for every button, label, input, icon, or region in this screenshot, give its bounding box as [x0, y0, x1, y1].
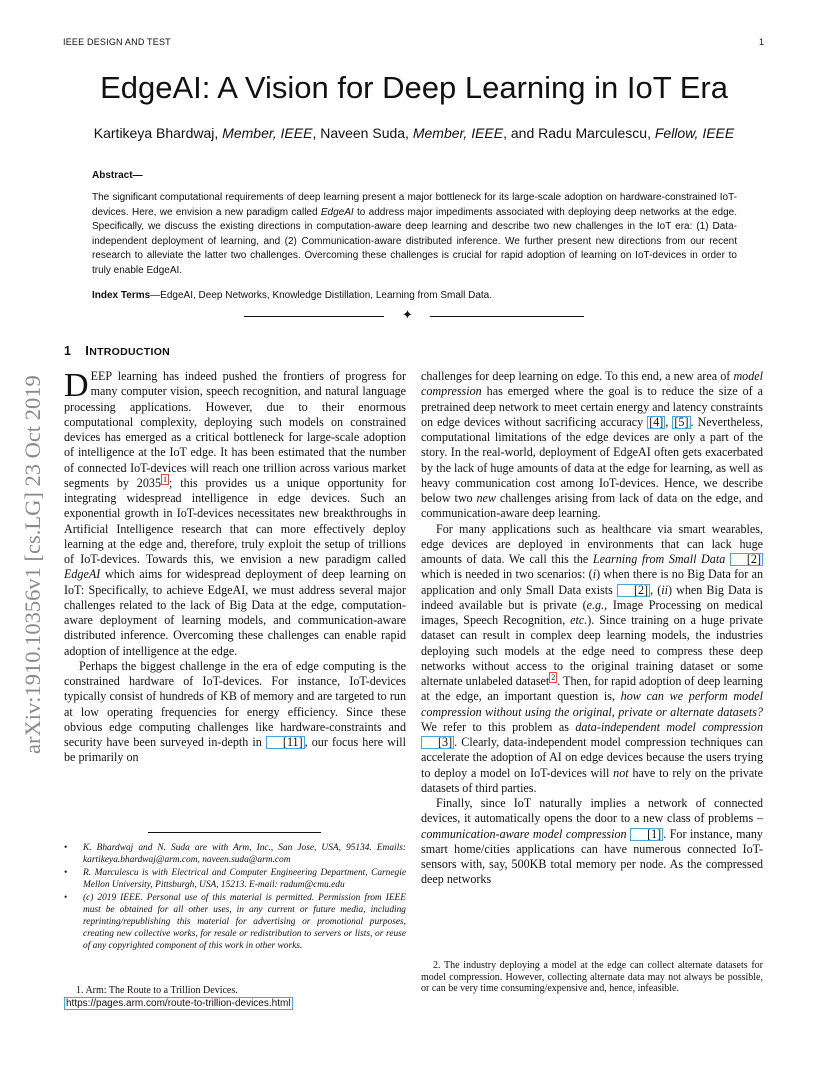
emphasis: ii	[661, 582, 668, 597]
abstract-part-1: The significant computational requirements of deep learning present a major bottleneck for its large-scale adoption on hardware-constrained IoT-devices. Here, we envision a new paradigm called	[92, 192, 737, 218]
emphasis: model compression	[421, 369, 763, 399]
citation-link[interactable]: [3]	[421, 736, 454, 749]
text-span: ,	[665, 414, 673, 429]
text-span: For many applications such as healthcare via smart wearables, edge devices are deployed in environments that can lack huge amounts of data. We call this the	[421, 521, 763, 566]
text-span: ) when Big Data is indeed available but is private (	[421, 582, 764, 612]
emphasis: Learning from Small Data	[592, 552, 726, 566]
emphasis: EdgeAI	[64, 567, 101, 582]
footnote-1-text: 1. Arm: The Route to a Trillion Devices.	[76, 985, 238, 996]
text-span: have to rely on the private datasets of third parties.	[421, 765, 764, 795]
citation-link[interactable]: [11]	[266, 736, 305, 749]
page-number: 1	[758, 37, 764, 47]
emphasis: new	[476, 491, 496, 505]
text-span: ). Since training on a huge private dataset can result in complex deep learning models, the industries deploying such models at the edge need to compress these deep networks without access to the original training dataset or some alternate unlabeled dataset	[421, 613, 763, 689]
text-span: learning has indeed pushed the frontiers of progress for many computer vision, speech recognition, and natural language processing applications. However, due to their enormous computational complexity, deploying such models on constrained devices has emerged as a critical bottleneck for large-scale adoption of intelligence at the IoT edge. It has been estimated that the number of connected IoT-devices will reach one trillion across various market segments by 2035	[64, 369, 406, 490]
author-3-role: Fellow, IEEE	[654, 125, 735, 141]
text-span: which aims for widespread deployment of deep learning on IoT: Specifically, to achieve EdgeAI, we must address several major challenges related to the lack of Big Data at the edge, computation-aware deployment of learning models, and communication-aware distributed inference. Overcoming these challenges can enable rapid adoption of intelligence at the edge.	[64, 567, 406, 658]
paper-title: EdgeAI: A Vision for Deep Learning in IoT Era	[100, 70, 728, 105]
text-span: We refer to this problem as	[421, 719, 576, 734]
author-1: Kartikeya Bhardwaj,	[93, 125, 223, 141]
left-paragraph-2	[64, 659, 406, 766]
text-span: . Then, for rapid adoption of deep learning at the edge, an important question is,	[421, 674, 763, 704]
emphasis: how can we perform model compression without using the original, private or alternate datasets?	[421, 689, 763, 719]
footnote-rule	[148, 832, 321, 833]
text-span: Perhaps the biggest challenge in the era of edge computing is the constrained hardware of IoT-devices. For instance, IoT-devices typically consist of hundreds of KB of memory and are targeted to run at low operating frequencies for energy efficiency. Since these obvious edge computing challenges like hardware-constraints and security have been surveyed in-depth in	[64, 658, 406, 750]
author-3: , and Radu Marculescu,	[503, 125, 655, 141]
index-terms-text: —EdgeAI, Deep Networks, Knowledge Distillation, Learning from Small Data.	[150, 290, 492, 301]
abstract-part-2: to address major impediments associated with deploying deep networks at the edge. Specifically, we discuss the existing directions in computation-aware deep learning and describe two new challenges in the IoT era: (1) Data-independent deployment of learning, and (2) Communication-aware distributed inference. We further present new directions from our recent research to alleviate the latter two challenges. Overcoming these challenges is crucial for rapid adoption of learning on IoT-devices in order to truly enable EdgeAI.	[92, 206, 737, 276]
bullet-icon: •	[64, 893, 68, 903]
author-2-role: Member, IEEE	[412, 125, 504, 141]
citation-link[interactable]: [1]	[630, 828, 663, 841]
text-span: . Clearly, data-independent model compression techniques can accelerate the adoption of AI on edge devices because the users trying to deploy a model on IoT-devices will	[421, 735, 763, 780]
right-paragraph-3	[421, 796, 763, 888]
footnote-marker-2[interactable]: 2	[551, 673, 556, 682]
citation-link[interactable]: [5]	[674, 414, 689, 429]
left-paragraph-1	[64, 369, 406, 659]
abstract-label: Abstract—	[92, 170, 143, 181]
citation-link[interactable]: [2]	[617, 584, 650, 597]
affiliation-notes	[64, 842, 406, 953]
abstract-emphasis: EdgeAI	[320, 206, 354, 218]
left-column	[64, 369, 406, 766]
right-column	[421, 369, 763, 888]
index-terms-label: Index Terms	[92, 290, 151, 301]
affiliation-text: K. Bhardwaj and N. Suda are with Arm, Inc., San Jose, USA, 95134. Emails: kartikeya.bhardwaj@arm.com, naveen.suda@arm.com	[83, 843, 406, 865]
emphasis: not	[613, 765, 629, 780]
separator-rule-left	[244, 316, 384, 317]
affiliation-item	[64, 867, 406, 891]
separator-rule-right	[430, 316, 584, 317]
right-paragraph-1	[421, 369, 763, 522]
dropcap: D	[64, 367, 89, 404]
index-terms	[92, 290, 737, 301]
dropcap-smallcaps: EEP	[90, 369, 113, 383]
text-span: . Nevertheless, computational limitations of the edge devices are only a part of the story. In the real-world, deployment of EdgeAI often gets exacerbated by the lack of huge amounts of data at the edge for learning, as well as heavy communication cost among IoT-devices. Hence, we describe below two	[421, 414, 764, 505]
text-span: , Image Processing on medical images, Speech Recognition,	[421, 597, 763, 627]
footnote-1-link[interactable]: https://pages.arm.com/route-to-trillion-devices.html	[66, 997, 291, 1009]
emphasis: etc.	[570, 613, 588, 627]
abstract-text	[92, 191, 737, 278]
right-paragraph-2	[421, 522, 763, 797]
citation-link[interactable]: [2]	[730, 553, 763, 566]
footnote-marker-1[interactable]: 1	[163, 474, 167, 484]
emphasis: communication-aware model compression	[421, 826, 627, 841]
affiliation-text: R. Marculescu is with Electrical and Computer Engineering Department, Carnegie Mellon University, Pittsburgh, USA, 15213. E-mail: radum@cmu.edu	[83, 868, 406, 890]
emphasis: e.g.	[586, 597, 605, 612]
text-span: . For instance, many smart home/cities applications can have numerous connected IoT-sensors with, say, 500KB total memory per node. As the compressed deep networks	[421, 826, 763, 887]
running-head: IEEE DESIGN AND TEST	[63, 37, 171, 47]
text-span: challenges for deep learning on edge. To this end, a new area of	[421, 369, 734, 383]
text-span: ) when there is no Big Data for an application and only Small Data exists	[421, 567, 763, 597]
affiliation-item	[64, 842, 406, 866]
text-span: challenges arising from lack of data on the edge, and communication-aware deep learning.	[421, 491, 763, 521]
section-title-rest: NTRODUCTION	[89, 346, 171, 358]
text-span: which is needed in two scenarios: (	[421, 567, 593, 582]
emphasis: data-independent model compression	[575, 719, 764, 734]
emphasis: i	[592, 567, 597, 582]
text-span: has emerged where the goal is to reduce the size of a pretrained deep network to meet certain energy and latency constraints on edge devices without sacrificing accuracy	[421, 384, 763, 429]
text-span: , our focus here will be primarily on	[64, 735, 406, 765]
section-number: 1	[64, 344, 72, 358]
author-2: , Naveen Suda,	[312, 125, 413, 141]
text-span: , (	[650, 582, 662, 597]
section-heading	[64, 343, 170, 358]
author-line	[0, 125, 828, 141]
bullet-icon: •	[64, 868, 68, 878]
bullet-icon: •	[64, 843, 68, 853]
citation-link[interactable]: [4]	[649, 414, 664, 429]
footnote-2: 2. The industry deploying a model at the edge can collect alternate datasets for model compression. However, collecting alternate data may not always be possible, or can be very time consuming/expensive and, hence, infeasible.	[421, 960, 763, 995]
text-span: ; this provides us a unique opportunity for integrating widespread intelligence in edge devices. Such an exponential growth in IoT-devices necessitates new breakthroughs in Artificial Intelligence research that can more effectively deploy learning at the edge and, therefore, truly exploit the setup of trillions of IoT-devices. Towards this, we envision a new paradigm called	[64, 475, 406, 567]
affiliation-text: (c) 2019 IEEE. Personal use of this material is permitted. Permission from IEEE must be obtained for all other uses, in any current or future media, including reprinting/republishing this material for advertising or promotional purposes, creating new collective works, for resale or redistribution to servers or lists, or reuse of any copyrighted component of this work in other works.	[83, 893, 406, 951]
footnote-1	[64, 985, 406, 1010]
separator-diamond-icon: ✦	[402, 307, 413, 322]
arxiv-stamp: arXiv:1910.10356v1 [cs.LG] 23 Oct 2019	[20, 375, 45, 754]
author-1-role: Member, IEEE	[222, 125, 313, 141]
section-title-cap: I	[85, 343, 90, 358]
affiliation-item	[64, 892, 406, 952]
text-span: Finally, since IoT naturally implies a network of connected devices, it automatically opens the door to a new class of problems –	[421, 796, 763, 826]
